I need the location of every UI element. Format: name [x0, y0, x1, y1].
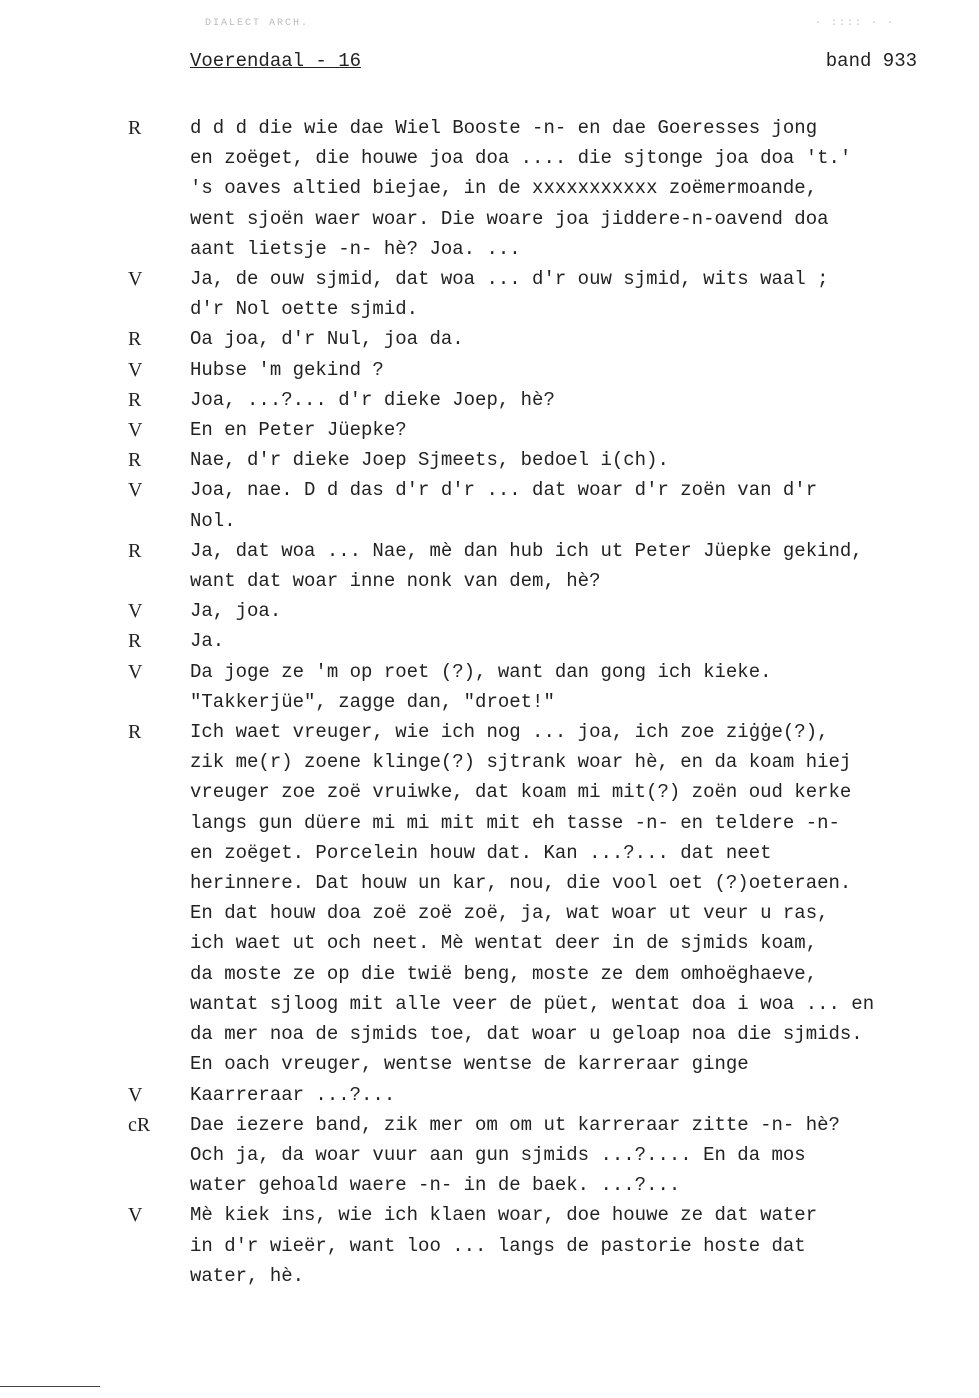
- transcript-entry: [0, 1080, 979, 1110]
- utterance-text: [190, 415, 950, 445]
- text-line: Dae iezere band, zik mer om om ut karreraar zitte -n- hè?: [190, 1113, 840, 1136]
- text-line: Joa, nae. D d das d'r d'r ... dat woar d'r zoën van d'r: [190, 479, 818, 502]
- speaker-label: V: [128, 358, 143, 381]
- utterance-text: [190, 536, 950, 596]
- text-line: Ja, joa.: [190, 600, 282, 623]
- speaker-label: R: [128, 117, 142, 139]
- text-line: da moste ze op die twië beng, moste ze dem omhoëghaeve,: [190, 962, 818, 985]
- text-line: went sjoën waer woar. Die woare joa jiddere-n-oavend doa: [190, 207, 829, 230]
- text-line: en zoëget, die houwe joa doa .... die sjtonge joa doa 't.': [190, 147, 852, 170]
- text-line: Nol.: [190, 509, 236, 532]
- text-line: Ja.: [190, 630, 225, 653]
- transcript-entry: [0, 717, 979, 1079]
- speaker-label: V: [128, 419, 143, 442]
- text-line: En oach vreuger, wentse wentse de karreraar ginge: [190, 1053, 749, 1076]
- text-line: Da joge ze 'm op roet (?), want dan gong ich kieke.: [190, 660, 772, 683]
- text-line: zik me(r) zoene klinge(?) sjtrank woar hè, en da koam hiej: [190, 751, 852, 774]
- transcript-entry: [0, 324, 979, 354]
- transcript-entry: [0, 355, 979, 385]
- transcript-entry: [0, 626, 979, 656]
- text-line: Ja, de ouw sjmid, dat woa ... d'r ouw sjmid, wits waal ;: [190, 268, 829, 291]
- text-line: d d d die wie dae Wiel Booste -n- en dae Goeresses jong: [190, 117, 818, 139]
- text-line: Joa, ...?... d'r dieke Joep, hè?: [190, 388, 555, 411]
- text-line: Ja, dat woa ... Nae, mè dan hub ich ut Peter Jüepke gekind,: [190, 539, 863, 562]
- text-line: herinnere. Dat houw un kar, nou, die vool oet (?)oeteraen.: [190, 872, 852, 895]
- transcript-entry: [0, 596, 979, 626]
- text-line: Kaarreraar ...?...: [190, 1083, 396, 1106]
- speaker-label: V: [128, 660, 143, 683]
- utterance-text: [190, 445, 950, 475]
- text-line: "Takkerjüe", zagge dan, "droet!": [190, 690, 555, 713]
- speaker-label: V: [128, 268, 143, 291]
- archive-stamp: DIALECT ARCH.: [205, 18, 310, 29]
- transcript-body: [0, 113, 979, 1291]
- utterance-text: [190, 324, 950, 354]
- text-line: water gehoald waere -n- in de baek. ...?...: [190, 1174, 681, 1197]
- utterance-text: [190, 1080, 950, 1110]
- utterance-text: [190, 717, 950, 1079]
- speaker-label: cR: [128, 1113, 151, 1136]
- location-title: Voerendaal - 16: [190, 50, 362, 72]
- transcript-entry: [0, 445, 979, 475]
- text-line: vreuger zoe zoë vruiwke, dat koam mi mit(?) zoën oud kerke: [190, 781, 852, 804]
- transcript-entry: [0, 475, 979, 535]
- utterance-text: [190, 1200, 950, 1291]
- text-line: water, hè.: [190, 1264, 305, 1287]
- speaker-label: R: [128, 449, 142, 472]
- text-line: 's oaves altied biejae, in de xxxxxxxxxxx zoëmermoande,: [190, 177, 818, 200]
- utterance-text: [190, 264, 950, 324]
- speaker-label: R: [128, 328, 142, 351]
- utterance-text: [190, 596, 950, 626]
- speaker-label: R: [128, 721, 142, 744]
- speaker-label: R: [128, 539, 142, 562]
- transcript-entry: [0, 657, 979, 717]
- speaker-label: V: [128, 600, 143, 623]
- text-line: en zoëget. Porcelein houw dat. Kan ...?... dat neet: [190, 841, 772, 864]
- utterance-text: [190, 1110, 950, 1201]
- text-line: Oa joa, d'r Nul, joa da.: [190, 328, 464, 351]
- text-line: in d'r wieër, want loo ... langs de pastorie hoste dat: [190, 1234, 806, 1257]
- text-line: En en Peter Jüepke?: [190, 419, 407, 442]
- transcript-entry: [0, 1110, 979, 1201]
- utterance-text: [190, 113, 950, 264]
- utterance-text: [190, 626, 950, 656]
- utterance-text: [190, 475, 950, 535]
- text-line: Mè kiek ins, wie ich klaen woar, doe houwe ze dat water: [190, 1204, 818, 1227]
- text-line: want dat woar inne nonk van dem, hè?: [190, 570, 601, 593]
- band-number: band 933: [825, 50, 917, 72]
- text-line: langs gun düere mi mi mit mit eh tasse -n- en teldere -n-: [190, 811, 840, 834]
- speaker-label: V: [128, 1083, 143, 1106]
- text-line: aant lietsje -n- hè? Joa. ...: [190, 237, 521, 260]
- footer-rule: [0, 1386, 100, 1387]
- text-line: Och ja, da woar vuur aan gun sjmids ...?.... En da mos: [190, 1143, 806, 1166]
- text-line: Ich waet vreuger, wie ich nog ... joa, ich zoe ziġġe(?),: [190, 721, 829, 744]
- speaker-label: R: [128, 388, 142, 411]
- speaker-label: V: [128, 1204, 143, 1227]
- text-line: wantat sjloog mit alle veer de püet, wentat doa i woa ... en: [190, 992, 875, 1015]
- transcript-entry: [0, 385, 979, 415]
- transcript-entry: [0, 113, 979, 264]
- speaker-label: V: [128, 479, 143, 502]
- text-line: ich waet ut och neet. Mè wentat deer in de sjmids koam,: [190, 932, 818, 955]
- archive-stamp-right: · :::: · ·: [815, 18, 896, 29]
- page-header: [190, 50, 917, 80]
- text-line: Hubse 'm gekind ?: [190, 358, 384, 381]
- speaker-label: R: [128, 630, 142, 653]
- text-line: d'r Nol oette sjmid.: [190, 298, 419, 321]
- text-line: Nae, d'r dieke Joep Sjmeets, bedoel i(ch).: [190, 449, 669, 472]
- transcript-entry: [0, 415, 979, 445]
- text-line: da mer noa de sjmids toe, dat woar u geloap noa die sjmids.: [190, 1023, 863, 1046]
- utterance-text: [190, 657, 950, 717]
- transcript-entry: [0, 1200, 979, 1291]
- text-line: En dat houw doa zoë zoë zoë, ja, wat woar ut veur u ras,: [190, 902, 829, 925]
- utterance-text: [190, 385, 950, 415]
- transcript-entry: [0, 264, 979, 324]
- utterance-text: [190, 355, 950, 385]
- transcript-entry: [0, 536, 979, 596]
